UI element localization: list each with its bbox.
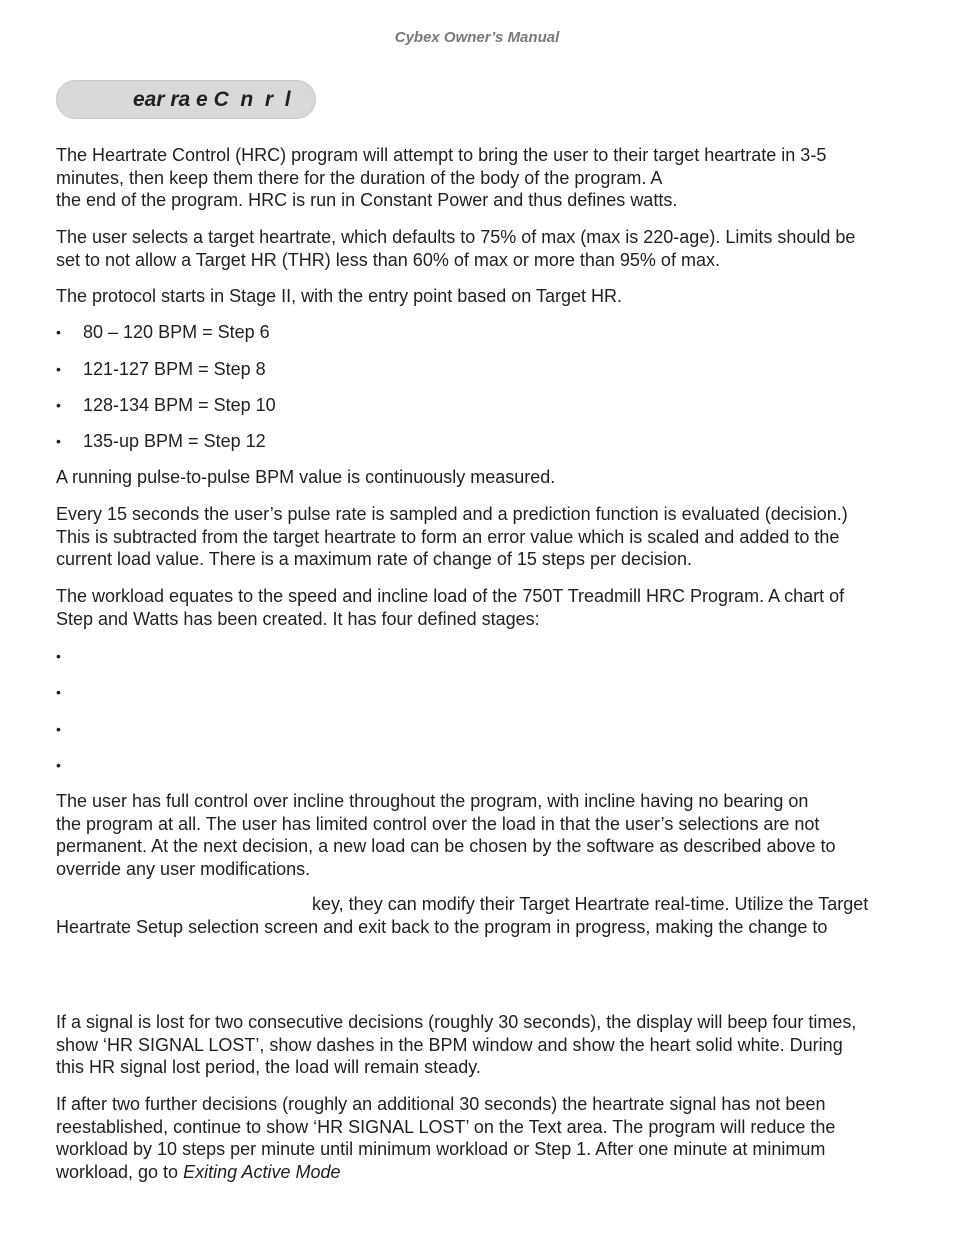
text-line: The workload equates to the speed and incline load of the 750T Treadmill HRC Program. A chart of	[56, 586, 845, 606]
text-line: minutes, then keep them there for the duration of the body of the program. A	[56, 167, 663, 188]
text-line: If a signal is lost for two consecutive decisions (roughly 30 seconds), the display will beep four times,	[56, 1012, 857, 1032]
bullet-icon: •	[56, 721, 61, 737]
bullet-text: 135-up BPM = Step 12	[83, 431, 266, 451]
bullet-icon: •	[56, 648, 61, 664]
text-line: the end of the program. HRC is run in Constant Power and thus defines watts.	[56, 190, 678, 210]
text-line: If after two further decisions (roughly an additional 30 seconds) the heartrate signal has not been	[56, 1094, 826, 1114]
bullet-icon: •	[56, 397, 61, 413]
paragraph-incline	[56, 790, 896, 880]
bullet-text: 80 – 120 BPM = Step 6	[83, 322, 270, 342]
bullet-icon: •	[56, 361, 61, 377]
text-line: reestablished, continue to show ‘HR SIGNAL LOST’ on the Text area. The program will reduce the	[56, 1116, 836, 1137]
text-line: show ‘HR SIGNAL LOST’, show dashes in the BPM window and show the heart solid white. During	[56, 1034, 843, 1055]
bullet-text: 128-134 BPM = Step 10	[83, 395, 276, 415]
cross-reference: Exiting Active Mode	[183, 1161, 341, 1182]
text-line: set to not allow a Target HR (THR) less than 60% of max or more than 95% of max.	[56, 249, 720, 270]
text-segment: workload, go to	[56, 1161, 184, 1182]
text-line: A running pulse-to-pulse BPM value is continuously measured.	[56, 467, 556, 487]
paragraph-protocol	[56, 285, 896, 308]
text-line: permanent. At the next decision, a new load can be chosen by the software as described above to	[56, 836, 836, 856]
bullet-icon: •	[56, 433, 61, 449]
paragraph-bpm	[56, 466, 896, 489]
paragraph-target	[56, 226, 896, 271]
paragraph-intro	[56, 144, 896, 212]
bullet-icon: •	[56, 757, 61, 773]
paragraph-signal-lost	[56, 1011, 896, 1079]
paragraph-workload	[56, 585, 896, 630]
text-line: this HR signal lost period, the load will remain steady.	[56, 1057, 481, 1077]
text-line: Step and Watts has been created. It has four defined stages:	[56, 608, 540, 629]
section-tab	[56, 80, 316, 119]
paragraph-signal-reestablish	[56, 1093, 896, 1183]
text-line: Every 15 seconds the user’s pulse rate is sampled and a prediction function is evaluated (decision.)	[56, 504, 848, 524]
page-header: Cybex Owner’s Manual	[394, 29, 560, 46]
bullet-text: 121-127 BPM = Step 8	[83, 359, 266, 379]
text-line: workload by 10 steps per minute until minimum workload or Step 1. After one minute at minimum	[56, 1139, 826, 1159]
text-line: This is subtracted from the target heartrate to form an error value which is scaled and added to the	[56, 526, 840, 547]
text-line: Heartrate Setup selection screen and exit back to the program in progress, making the change to	[56, 916, 828, 937]
text-line: The user selects a target heartrate, which defaults to 75% of max (max is 220-age). Limits should be	[56, 227, 856, 247]
text-line: The Heartrate Control (HRC) program will attempt to bring the user to their target heartrate in 3-5	[56, 145, 827, 165]
text-line: the program at all. The user has limited control over the load in that the user’s selections are not	[56, 813, 820, 834]
text-line: current load value. There is a maximum rate of change of 15 steps per decision.	[56, 549, 693, 569]
section-title: ear ra e C n r l	[133, 88, 291, 111]
text-line: The user has full control over incline throughout the program, with incline having no bearing on	[56, 791, 809, 811]
bullet-icon: •	[56, 684, 61, 700]
paragraph-key	[56, 893, 896, 938]
text-line	[56, 1161, 896, 1184]
text-line: override any user modifications.	[56, 858, 311, 879]
text-line: The protocol starts in Stage II, with the entry point based on Target HR.	[56, 286, 622, 306]
text-line: key, they can modify their Target Heartrate real-time. Utilize the Target	[312, 894, 869, 914]
bullet-icon: •	[56, 324, 61, 340]
paragraph-decision	[56, 503, 896, 571]
